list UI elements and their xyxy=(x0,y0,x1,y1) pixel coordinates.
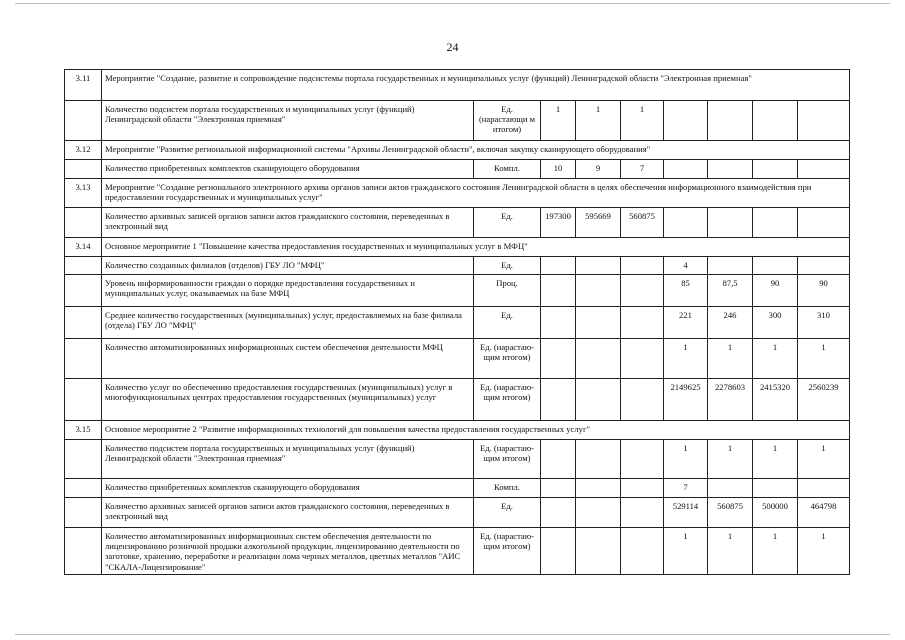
indicator-value xyxy=(541,307,576,339)
indicator-unit: Ед. (нарастаю- щим итогом) xyxy=(474,379,541,421)
top-scan-edge xyxy=(15,3,890,4)
indicators-table xyxy=(64,69,850,575)
indicator-row xyxy=(65,307,850,339)
indicator-value: 310 xyxy=(798,307,850,339)
indicator-value xyxy=(621,257,664,275)
indicator-value: 529114 xyxy=(664,498,708,528)
indicator-row xyxy=(65,479,850,498)
section-number: 3.11 xyxy=(65,70,102,101)
indicator-value xyxy=(541,257,576,275)
indicator-unit: Ед. (нарастающи м итогом) xyxy=(474,101,541,141)
indicator-value xyxy=(798,479,850,498)
indicator-value xyxy=(798,101,850,141)
row-number-cell xyxy=(65,498,102,528)
indicator-name: Количество подсистем портала государственных и муниципальных услуг (функций) Ленинградской области "Электронная приемная" xyxy=(102,101,474,141)
indicator-value: 7 xyxy=(664,479,708,498)
indicator-value: 1 xyxy=(753,440,798,479)
indicator-value: 2560239 xyxy=(798,379,850,421)
indicator-name: Количество приобретенных комплектов сканирующего оборудования xyxy=(102,479,474,498)
indicator-value: 1 xyxy=(664,528,708,575)
indicator-value xyxy=(541,528,576,575)
indicator-value xyxy=(541,440,576,479)
section-title: Мероприятие "Создание, развитие и сопровождение подсистемы портала государственных и муниципальных услуг (функций) Ленинградской области "Электронная приемная" xyxy=(102,70,850,101)
indicator-value: 1 xyxy=(708,440,753,479)
indicator-value: 2415320 xyxy=(753,379,798,421)
indicator-value: 595669 xyxy=(576,208,621,238)
indicator-value: 464798 xyxy=(798,498,850,528)
row-number-cell xyxy=(65,339,102,379)
indicator-row xyxy=(65,160,850,179)
indicator-unit: Компл. xyxy=(474,160,541,179)
row-number-cell xyxy=(65,275,102,307)
indicator-value: 2149625 xyxy=(664,379,708,421)
indicator-value: 90 xyxy=(753,275,798,307)
row-number-cell xyxy=(65,160,102,179)
section-number: 3.15 xyxy=(65,421,102,440)
indicator-value xyxy=(621,379,664,421)
indicator-value xyxy=(798,257,850,275)
indicator-row xyxy=(65,498,850,528)
indicator-unit: Ед. xyxy=(474,257,541,275)
indicator-value: 1 xyxy=(708,339,753,379)
indicator-value xyxy=(708,101,753,141)
indicator-value xyxy=(541,275,576,307)
indicator-value: 90 xyxy=(798,275,850,307)
indicator-value: 87,5 xyxy=(708,275,753,307)
indicator-value: 1 xyxy=(798,440,850,479)
indicator-row xyxy=(65,101,850,141)
indicator-value xyxy=(576,339,621,379)
indicator-value xyxy=(664,160,708,179)
section-title: Основное мероприятие 2 "Развитие информационных технологий для повышения качества предоставления государственных услуг" xyxy=(102,421,850,440)
indicator-value xyxy=(708,257,753,275)
indicator-value: 1 xyxy=(664,339,708,379)
indicator-row xyxy=(65,440,850,479)
indicator-value xyxy=(708,479,753,498)
row-number-cell xyxy=(65,101,102,141)
section-number: 3.13 xyxy=(65,179,102,208)
indicator-unit: Ед. xyxy=(474,208,541,238)
indicator-row xyxy=(65,339,850,379)
indicator-value: 2278603 xyxy=(708,379,753,421)
indicator-row xyxy=(65,379,850,421)
row-number-cell xyxy=(65,528,102,575)
row-number-cell xyxy=(65,208,102,238)
indicator-name: Количество подсистем портала государственных и муниципальных услуг (функций) Ленинградской области "Электронная приемная" xyxy=(102,440,474,479)
indicator-name: Количество услуг по обеспечению предоставления государственных (муниципальных) услуг в многофункциональных центрах предоставления государственных (муниципальных) услуг xyxy=(102,379,474,421)
indicator-row xyxy=(65,275,850,307)
indicator-value xyxy=(576,498,621,528)
section-title: Мероприятие "Создание регионального электронного архива органов записи актов гражданского состояния Ленинградской области в целях обеспечения информационного взаимодействия при предоставлении государственных и муниципальных услуг" xyxy=(102,179,850,208)
section-row xyxy=(65,141,850,160)
indicator-value xyxy=(576,275,621,307)
indicator-name: Количество автоматизированных информационных систем обеспечения деятельности по лицензированию розничной продажи алкогольной продукции, лицензированию деятельности по заготовке, хранению, переработке и реализации лома черных металлов, цветных металлов "АИС "СКАЛА-Лицензирование" xyxy=(102,528,474,575)
indicator-unit: Ед. (нарастаю- щим итогом) xyxy=(474,528,541,575)
indicator-value: 197300 xyxy=(541,208,576,238)
indicator-value: 500000 xyxy=(753,498,798,528)
indicator-value xyxy=(753,208,798,238)
indicator-value: 1 xyxy=(798,339,850,379)
indicator-value xyxy=(576,307,621,339)
indicator-value xyxy=(621,440,664,479)
indicator-value xyxy=(576,257,621,275)
indicator-row xyxy=(65,528,850,575)
indicator-value: 9 xyxy=(576,160,621,179)
indicator-value xyxy=(576,379,621,421)
indicator-value: 1 xyxy=(798,528,850,575)
indicator-value: 1 xyxy=(753,528,798,575)
indicator-name: Количество автоматизированных информационных систем обеспечения деятельности МФЦ xyxy=(102,339,474,379)
table-body xyxy=(65,70,850,575)
indicator-value xyxy=(664,101,708,141)
indicator-unit: Проц. xyxy=(474,275,541,307)
indicator-value xyxy=(621,339,664,379)
section-number: 3.14 xyxy=(65,238,102,257)
indicator-value xyxy=(798,208,850,238)
indicator-value xyxy=(541,339,576,379)
indicator-value xyxy=(541,379,576,421)
indicator-value xyxy=(708,160,753,179)
row-number-cell xyxy=(65,379,102,421)
indicator-name: Среднее количество государственных (муниципальных) услуг, предоставляемых на базе филиала (отдела) ГБУ ЛО "МФЦ" xyxy=(102,307,474,339)
section-row xyxy=(65,238,850,257)
indicator-value xyxy=(753,479,798,498)
indicator-value: 1 xyxy=(708,528,753,575)
indicator-value xyxy=(621,528,664,575)
indicator-name: Количество приобретенных комплектов сканирующего оборудования xyxy=(102,160,474,179)
indicator-value: 246 xyxy=(708,307,753,339)
indicator-value xyxy=(576,479,621,498)
indicator-value xyxy=(621,275,664,307)
row-number-cell xyxy=(65,257,102,275)
indicator-value xyxy=(621,479,664,498)
indicator-name: Количество созданных филиалов (отделов) ГБУ ЛО "МФЦ" xyxy=(102,257,474,275)
indicator-value: 85 xyxy=(664,275,708,307)
indicator-row xyxy=(65,208,850,238)
indicator-value: 560875 xyxy=(621,208,664,238)
indicator-name: Количество архивных записей органов записи актов гражданского состояния, переведенных в электронный вид xyxy=(102,208,474,238)
section-number: 3.12 xyxy=(65,141,102,160)
indicator-unit: Ед. xyxy=(474,498,541,528)
indicator-value: 10 xyxy=(541,160,576,179)
page-number: 24 xyxy=(446,40,459,54)
section-row xyxy=(65,179,850,208)
indicator-value xyxy=(576,528,621,575)
row-number-cell xyxy=(65,440,102,479)
indicator-unit: Ед. xyxy=(474,307,541,339)
row-number-cell xyxy=(65,479,102,498)
indicator-value xyxy=(576,440,621,479)
indicator-value: 560875 xyxy=(708,498,753,528)
indicator-value: 1 xyxy=(753,339,798,379)
indicator-value: 1 xyxy=(541,101,576,141)
indicator-value xyxy=(753,160,798,179)
indicator-unit: Ед. (нарастаю- щим итогом) xyxy=(474,440,541,479)
indicator-name: Количество архивных записей органов записи актов гражданского состояния, переведенных в электронный вид xyxy=(102,498,474,528)
indicator-value: 4 xyxy=(664,257,708,275)
indicator-value xyxy=(798,160,850,179)
indicator-value: 1 xyxy=(621,101,664,141)
indicator-value: 300 xyxy=(753,307,798,339)
bottom-scan-edge xyxy=(15,634,890,635)
indicator-value xyxy=(753,101,798,141)
section-title: Мероприятие "Развитие региональной информационной системы "Архивы Ленинградской области", включая закупку сканирующего оборудования" xyxy=(102,141,850,160)
row-number-cell xyxy=(65,307,102,339)
indicator-value xyxy=(541,498,576,528)
indicator-value: 1 xyxy=(576,101,621,141)
section-row xyxy=(65,70,850,101)
indicator-row xyxy=(65,257,850,275)
indicator-value xyxy=(708,208,753,238)
indicator-unit: Ед. (нарастаю- щим итогом) xyxy=(474,339,541,379)
indicator-value: 7 xyxy=(621,160,664,179)
indicator-name: Уровень информированности граждан о порядке предоставления государственных и муниципальных услуг, оказываемых на базе МФЦ xyxy=(102,275,474,307)
section-title: Основное мероприятие 1 "Повышение качества предоставления государственных и муниципальных услуг в МФЦ" xyxy=(102,238,850,257)
indicator-value xyxy=(664,208,708,238)
indicator-value: 1 xyxy=(664,440,708,479)
indicator-value: 221 xyxy=(664,307,708,339)
indicator-value xyxy=(541,479,576,498)
indicator-value xyxy=(753,257,798,275)
indicator-value xyxy=(621,498,664,528)
indicator-unit: Компл. xyxy=(474,479,541,498)
indicator-value xyxy=(621,307,664,339)
section-row xyxy=(65,421,850,440)
